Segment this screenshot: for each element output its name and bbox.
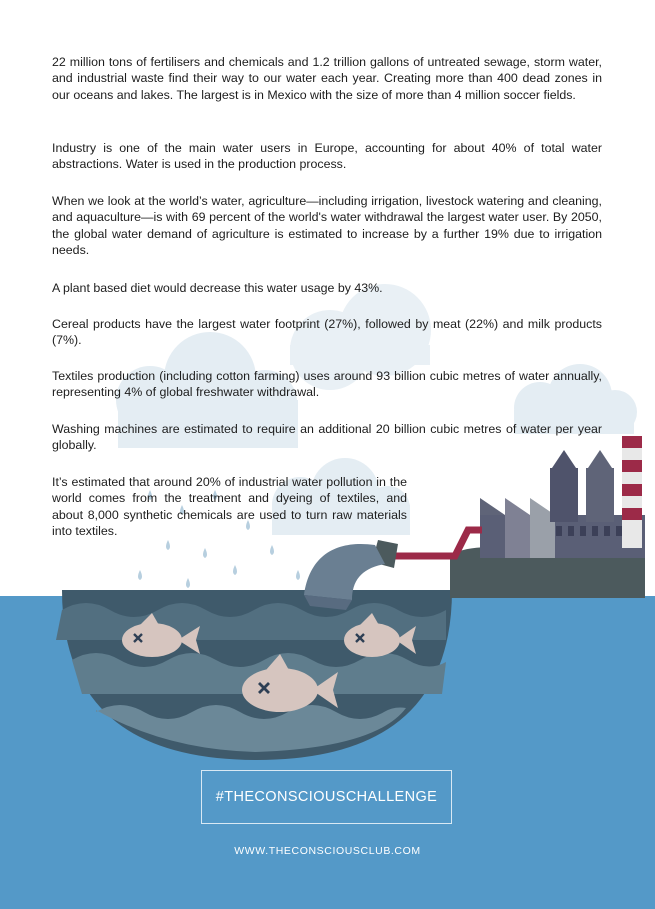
hashtag-box (201, 770, 452, 824)
paragraph-textiles: Textiles production (including cotton farming) uses around 93 billion cubic metres of water annually, representing 4% of global freshwater withdrawal. (52, 369, 602, 400)
paragraph-industry: Industry is one of the main water users in Europe, accounting for about 40% of total water abstractions. Water is used in the production process. (52, 141, 602, 172)
paragraph-textile-pollution: It’s estimated that around 20% of industrial water pollution in the world comes from the treatment and dyeing of textiles, and about 8,000 synthetic chemicals are used to turn raw materials into textiles. (52, 475, 407, 539)
paragraph-washing-machines: Washing machines are estimated to require an additional 20 billion cubic metres of water per year globally. (52, 422, 602, 453)
chimney (622, 436, 642, 548)
paragraph-agriculture: When we look at the world’s water, agriculture—including irrigation, livestock watering and cleaning, and aquaculture—is with 69 percent of the world's water withdrawal the largest water user. By 2050, the global water demand of agriculture is estimated to increase by a further 19% due to irrigation needs. (52, 194, 602, 258)
website-link[interactable]: WWW.THECONSCIOUSCLUB.COM (234, 845, 421, 857)
paragraph-water-footprint: Cereal products have the largest water footprint (27%), followed by meat (22%) and milk products (7%). (52, 317, 602, 348)
hashtag-label: #THECONSCIOUSCHALLENGE (215, 789, 438, 805)
factory-icon (480, 450, 645, 558)
paragraph-dead-zones: 22 million tons of fertilisers and chemicals and 1.2 trillion gallons of untreated sewage, storm water, and industrial waste find their way to our water each year. Creating more than 400 dead zones in our oceans and lakes. The largest is in Mexico with the size of more than 4 million soccer fields. (52, 55, 602, 102)
paragraph-plant-diet: A plant based diet would decrease this water usage by 43%. (52, 281, 383, 295)
